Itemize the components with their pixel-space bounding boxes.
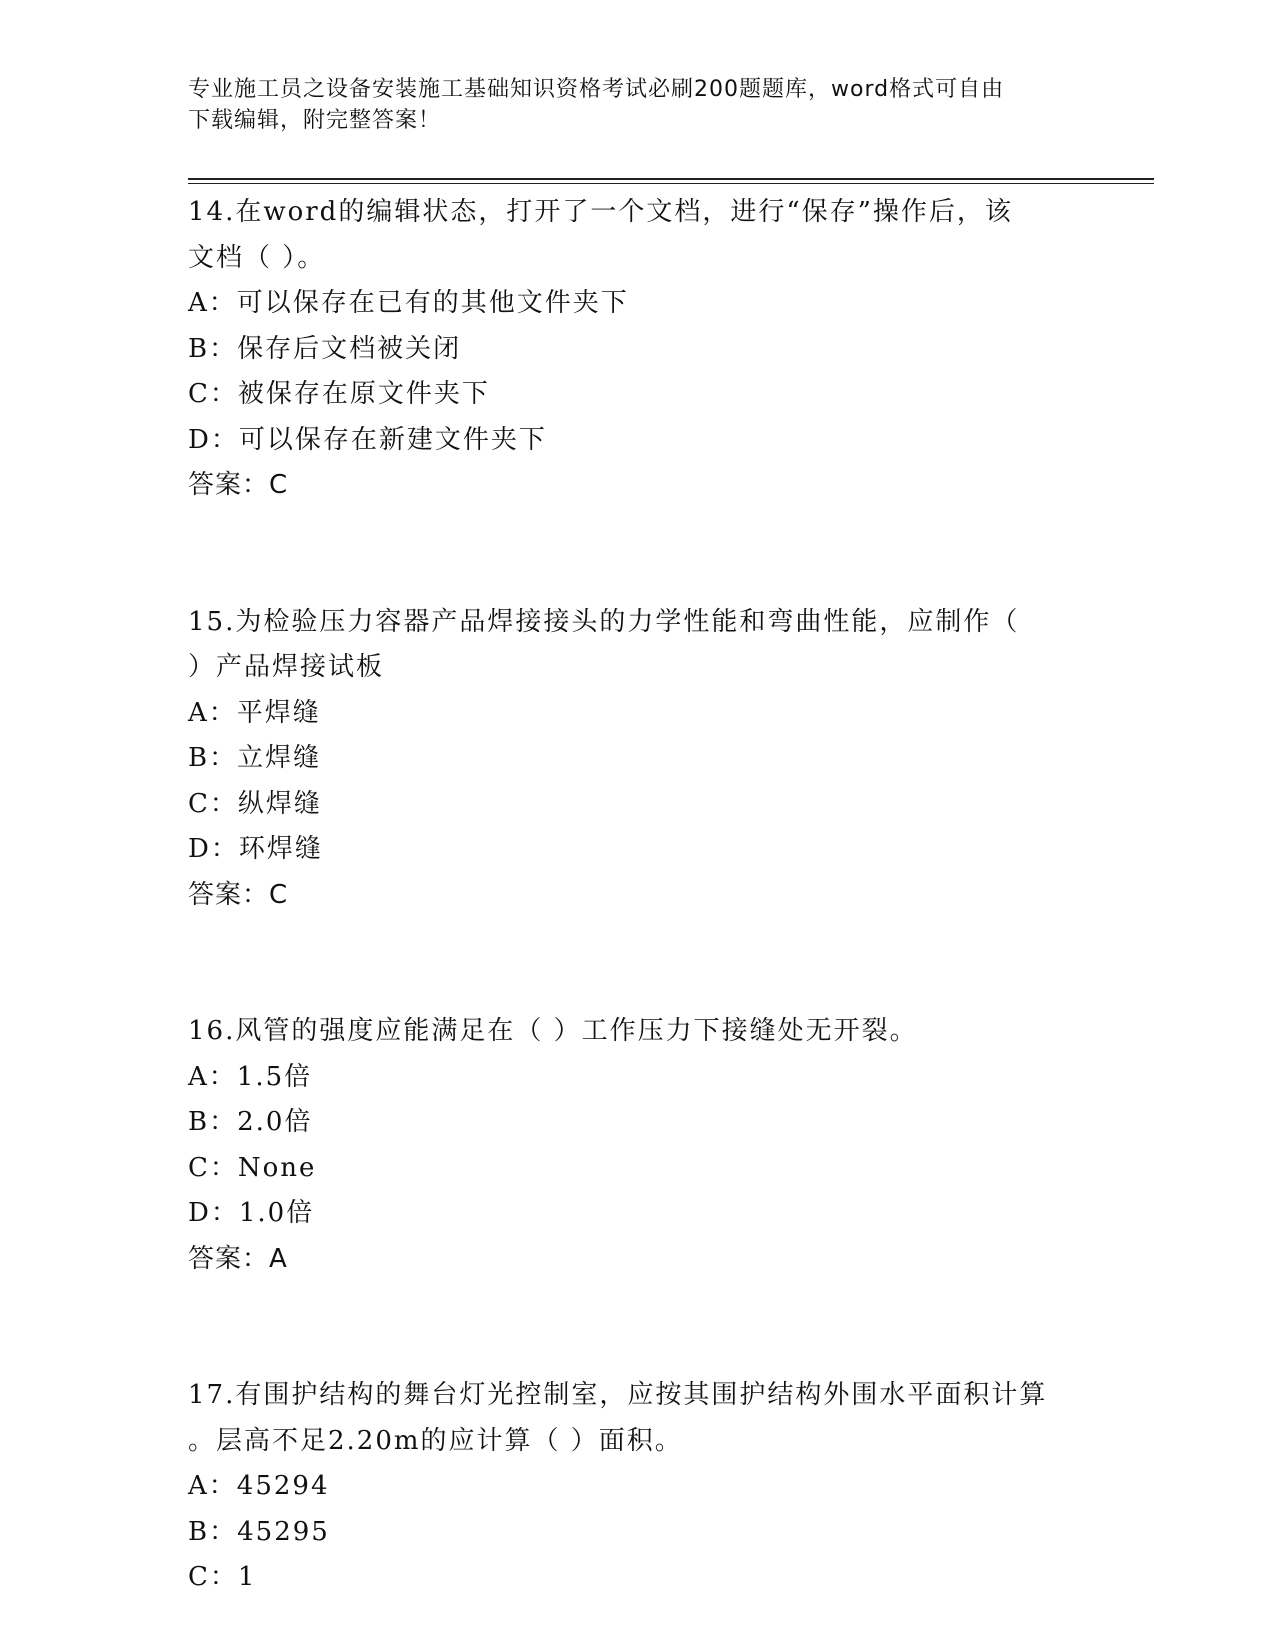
option-a: A：可以保存在已有的其他文件夹下: [188, 288, 629, 318]
question-text: 16.风管的强度应能满足在（ ）工作压力下接缝处无开裂。: [188, 1016, 918, 1046]
question-text: 17.有围护结构的舞台灯光控制室，应按其围护结构外围水平面积计算: [188, 1380, 1048, 1410]
answer-line: 答案：C: [188, 879, 289, 910]
option-d: D：环焊缝: [188, 834, 323, 864]
document-header: [188, 74, 1088, 136]
answer-line: 答案：A: [188, 1243, 288, 1274]
option-d: D：1.0倍: [188, 1198, 315, 1228]
option-a: A：平焊缝: [188, 697, 321, 728]
header-rule-thin: [188, 183, 1154, 184]
answer-line: 答案：C: [188, 470, 289, 500]
option-c: C：1: [188, 1562, 257, 1592]
option-b: B：2.0倍: [188, 1107, 313, 1137]
question-block-14: [188, 190, 1148, 509]
header-line-2: 下载编辑，附完整答案！: [188, 108, 442, 133]
option-b: B：立焊缝: [188, 743, 322, 773]
question-text: 15.为检验压力容器产品焊接接头的力学性能和弯曲性能，应制作（: [188, 606, 1020, 637]
option-b: B：45295: [188, 1516, 330, 1547]
header-line-1: 专业施工员之设备安装施工基础知识资格考试必刷200题题库，word格式可自由: [188, 77, 1005, 102]
question-block-16: [188, 1009, 1148, 1282]
option-b: B：保存后文档被关闭: [188, 333, 462, 364]
question-text: 。层高不足2.20m的应计算（ ）面积。: [188, 1425, 683, 1456]
option-a: A：1.5倍: [188, 1061, 313, 1092]
option-c: C：None: [188, 1152, 317, 1183]
option-a: A：45294: [188, 1471, 330, 1501]
option-c: C：被保存在原文件夹下: [188, 379, 490, 409]
option-c: C：纵焊缝: [188, 788, 322, 819]
question-text: 14.在word的编辑状态，打开了一个文档，进行“保存”操作后，该: [188, 197, 1013, 227]
header-rule-thick: [188, 178, 1154, 180]
question-text: ）产品焊接试板: [188, 652, 385, 682]
question-block-17: [188, 1373, 1148, 1601]
question-list: [188, 190, 1148, 1601]
option-d: D：可以保存在新建文件夹下: [188, 424, 547, 455]
question-block-15: [188, 600, 1148, 919]
question-text: 文档（ ）。: [188, 242, 326, 273]
